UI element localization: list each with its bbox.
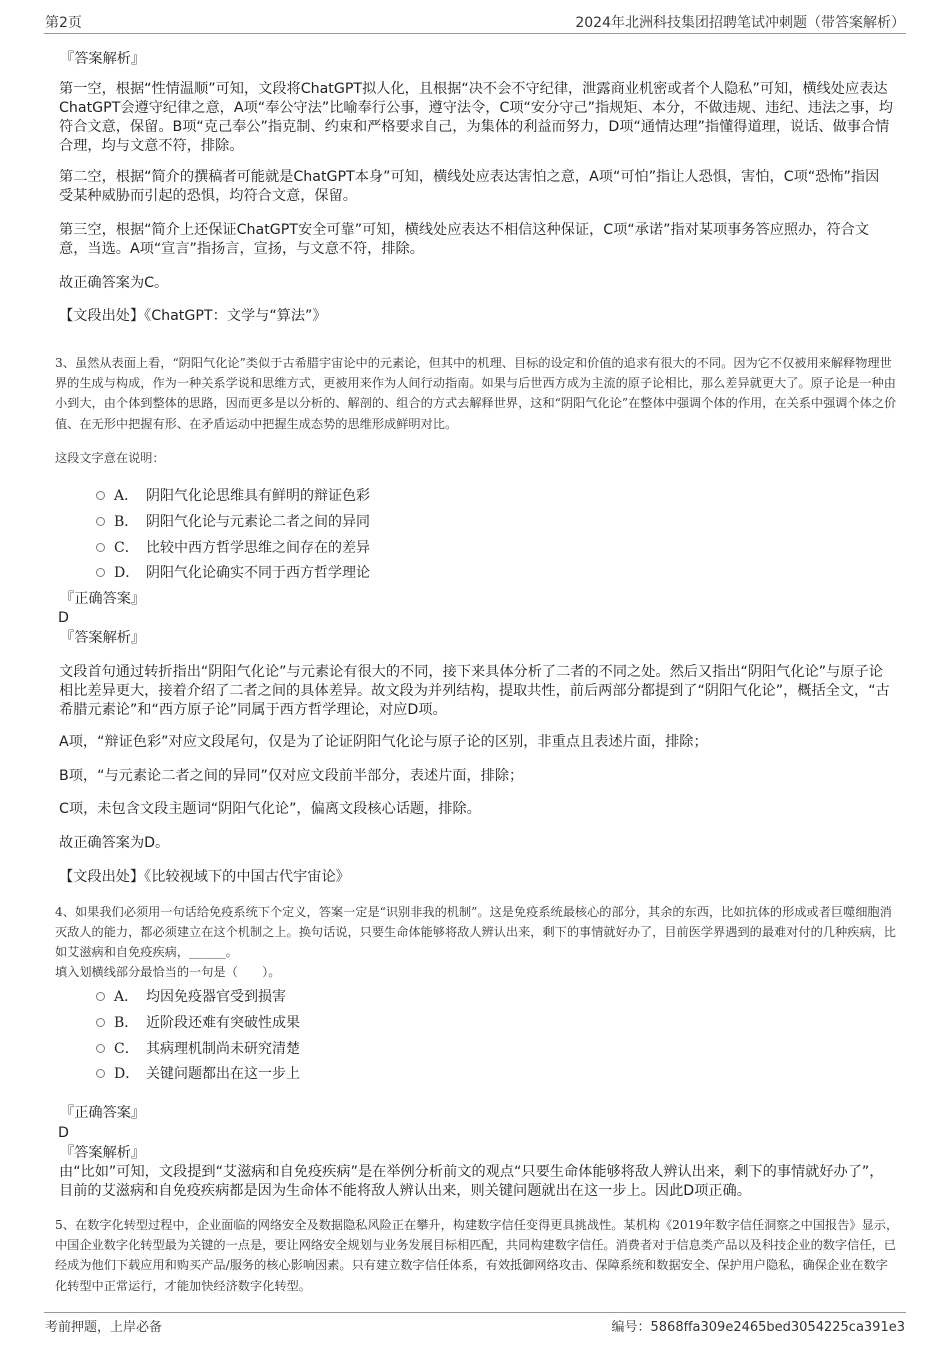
q3-stem: 3、虽然从表面上看，“阴阳气化论”类似于古希腊宇宙论中的元素论，但其中的机理、目标的设定和价值的追求有很大的不同。因为它不仅被用来解释物理世界的生成与构成，作为一种关系学说和思维方式，更被用来作为人间行动指南。如果与后世西方成为主流的原子论相比，那么差异就更大了。原子论是一种由小到大，由个体到整体的思路，因而更多是以分析的、解剖的、组合的方式去解释世界，这和“阴阳气化论”在整体中强调个体的作用，在关系中强调个体之价值、在无形中把握有形、在矛盾运动中把握生成态势的思维形成鲜明对比。 [55, 356, 897, 431]
q3-analysis-p2: A项，“辩证色彩”对应文段尾句，仅是为了论证阴阳气化论与原子论的区别，非重点且表述片面，排除； [59, 734, 708, 750]
footer-divider [44, 1312, 906, 1313]
option-text: 阴阳气化论思维具有鲜明的辩证色彩 [146, 488, 370, 504]
q4-analysis-p1: 由“比如”可知，文段提到“艾滋病和自免疫疾病”是在举例分析前文的观点“只要生命体能够将敌人辨认出来，剩下的事情就好办了”，目前的艾滋病和自免疫疾病都是因为生命体不能将敌人辨认出来，则关键问题就出在这一步上。因此D项正确。 [59, 1164, 884, 1199]
q3-option-c[interactable] [96, 537, 370, 557]
radio-icon[interactable] [96, 568, 105, 577]
option-letter: C． [114, 1041, 139, 1057]
page-number: 第2页 [45, 15, 82, 31]
q2-source: 【文段出处】《ChatGPT：文学与“算法”》 [59, 308, 327, 324]
radio-icon[interactable] [96, 491, 105, 500]
option-text: 其病理机制尚未研究清楚 [146, 1041, 300, 1057]
q3-analysis-p1: 文段首句通过转折指出“阴阳气化论”与元素论有很大的不同，接下来具体分析了二者的不同之处。然后又指出“阴阳气化论”与原子论相比差异更大，接着介绍了二者之间的具体差异。故文段为并列结构，提取共性，前后两部分都提到了“阴阳气化论”，概括全文，“古希腊元素论”和“西方原子论”同属于西方哲学理论，对应D项。 [59, 664, 890, 718]
q3-source: 【文段出处】《比较视域下的中国古代宇宙论》 [59, 869, 350, 885]
radio-icon[interactable] [96, 992, 105, 1001]
q4-answer: D [58, 1125, 69, 1141]
radio-icon[interactable] [96, 1069, 105, 1078]
option-letter: A． [114, 989, 139, 1005]
q4-answer-label: 『正确答案』 [60, 1105, 146, 1121]
q4-stem: 4、如果我们必须用一句话给免疫系统下个定义，答案一定是“识别非我的机制”。这是免疫系统最核心的部分，其余的东西，比如抗体的形成或者巨噬细胞消灭敌人的能力，都必须建立在这个机制之上。换句话说，只要生命体能够将敌人辨认出来，剩下的事情就好办了，目前医学界遇到的最难对付的几种疾病，比如艾滋病和自免疫疾病，______。 [55, 905, 896, 960]
option-letter: A． [114, 488, 139, 504]
radio-icon[interactable] [96, 543, 105, 552]
q3-option-a[interactable] [96, 485, 370, 505]
option-text: 比较中西方哲学思维之间存在的差异 [146, 540, 370, 556]
q3-answer: D [58, 610, 69, 626]
footer-slogan: 考前押题，上岸必备 [45, 1320, 163, 1335]
q2-analysis-label: 『答案解析』 [60, 51, 146, 67]
q3-analysis-p3: B项，“与元素论二者之间的异同”仅对应文段前半部分，表述片面，排除； [59, 768, 524, 784]
document-id: 编号：5868ffa309e2465bed3054225ca391e3 [611, 1320, 905, 1335]
q4-analysis-label: 『答案解析』 [60, 1145, 146, 1161]
option-text: 阴阳气化论与元素论二者之间的异同 [146, 514, 370, 530]
option-letter: B． [114, 1015, 139, 1031]
q3-conclusion: 故正确答案为D。 [59, 835, 170, 851]
option-letter: D． [114, 565, 140, 581]
q4-prompt: 填入划横线部分最恰当的一句是（ ）。 [55, 965, 281, 979]
q5-stem: 5、在数字化转型过程中，企业面临的网络安全及数据隐私风险正在攀升，构建数字信任变得更具挑战性。某机构《2019年数字信任洞察之中国报告》显示，中国企业数字化转型最为关键的一点是，要让网络安全规划与业务发展目标相匹配，共同构建数字信任。消费者对于信息类产品以及科技企业的数字信任，已经成为他们下载应用和购买产品/服务的核心影响因素。只有建立数字信任体系，有效抵御网络攻击、保障系统和数据安全、保护用户隐私，确保企业在数字化转型中正常运行，才能加快经济数字化转型。 [55, 1218, 899, 1293]
q3-analysis-p4: C项，未包含文段主题词“阴阳气化论”，偏离文段核心话题，排除。 [59, 801, 481, 817]
option-text: 关键问题都出在这一步上 [146, 1066, 300, 1082]
header-divider [44, 33, 906, 34]
q4-option-b[interactable] [96, 1012, 300, 1032]
q3-option-b[interactable] [96, 511, 370, 531]
document-title: 2024年北洲科技集团招聘笔试冲刺题（带答案解析） [575, 15, 905, 31]
q4-option-c[interactable] [96, 1038, 300, 1058]
option-letter: D． [114, 1066, 140, 1082]
q2-analysis-p2: 第二空，根据“简介的撰稿者可能就是ChatGPT本身”可知，横线处应表达害怕之意，A项“可怕”指让人恐惧，害怕，C项“恐怖”指因受某种威胁而引起的恐惧，均符合文意，保留。 [59, 169, 880, 204]
q3-analysis-label: 『答案解析』 [60, 630, 146, 646]
q4-option-d[interactable] [96, 1063, 300, 1083]
q3-answer-label: 『正确答案』 [60, 591, 146, 607]
q3-option-d[interactable] [96, 562, 370, 582]
option-text: 阴阳气化论确实不同于西方哲学理论 [146, 565, 370, 581]
radio-icon[interactable] [96, 1018, 105, 1027]
q2-analysis-p1: 第一空，根据“性情温顺”可知，文段将ChatGPT拟人化，且根据“决不会不守纪律，泄露商业机密或者个人隐私”可知，横线处应表达ChatGPT会遵守纪律之意，A项“奉公守法”比喻奉行公事，遵守法令，C项“安分守己”指规矩、本分，不做违规、违纪、违法之事，均符合文意，保留。B项“克己奉公”指克制、约束和严格要求自己，为集体的利益而努力，D项“通情达理”指懂得道理，说话、做事合情合理，均与文意不符，排除。 [59, 81, 893, 154]
q4-option-a[interactable] [96, 986, 286, 1006]
q3-prompt: 这段文字意在说明： [55, 451, 165, 465]
radio-icon[interactable] [96, 1044, 105, 1053]
q2-conclusion: 故正确答案为C。 [59, 275, 169, 291]
option-text: 均因免疫器官受到损害 [146, 989, 286, 1005]
option-text: 近阶段还难有突破性成果 [146, 1015, 300, 1031]
radio-icon[interactable] [96, 517, 105, 526]
option-letter: C． [114, 540, 139, 556]
q2-analysis-p3: 第三空，根据“简介上还保证ChatGPT安全可靠”可知，横线处应表达不相信这种保证，C项“承诺”指对某项事务答应照办，符合文意，当选。A项“宣言”指扬言，宣扬，与文意不符，排除。 [59, 222, 870, 257]
option-letter: B． [114, 514, 139, 530]
